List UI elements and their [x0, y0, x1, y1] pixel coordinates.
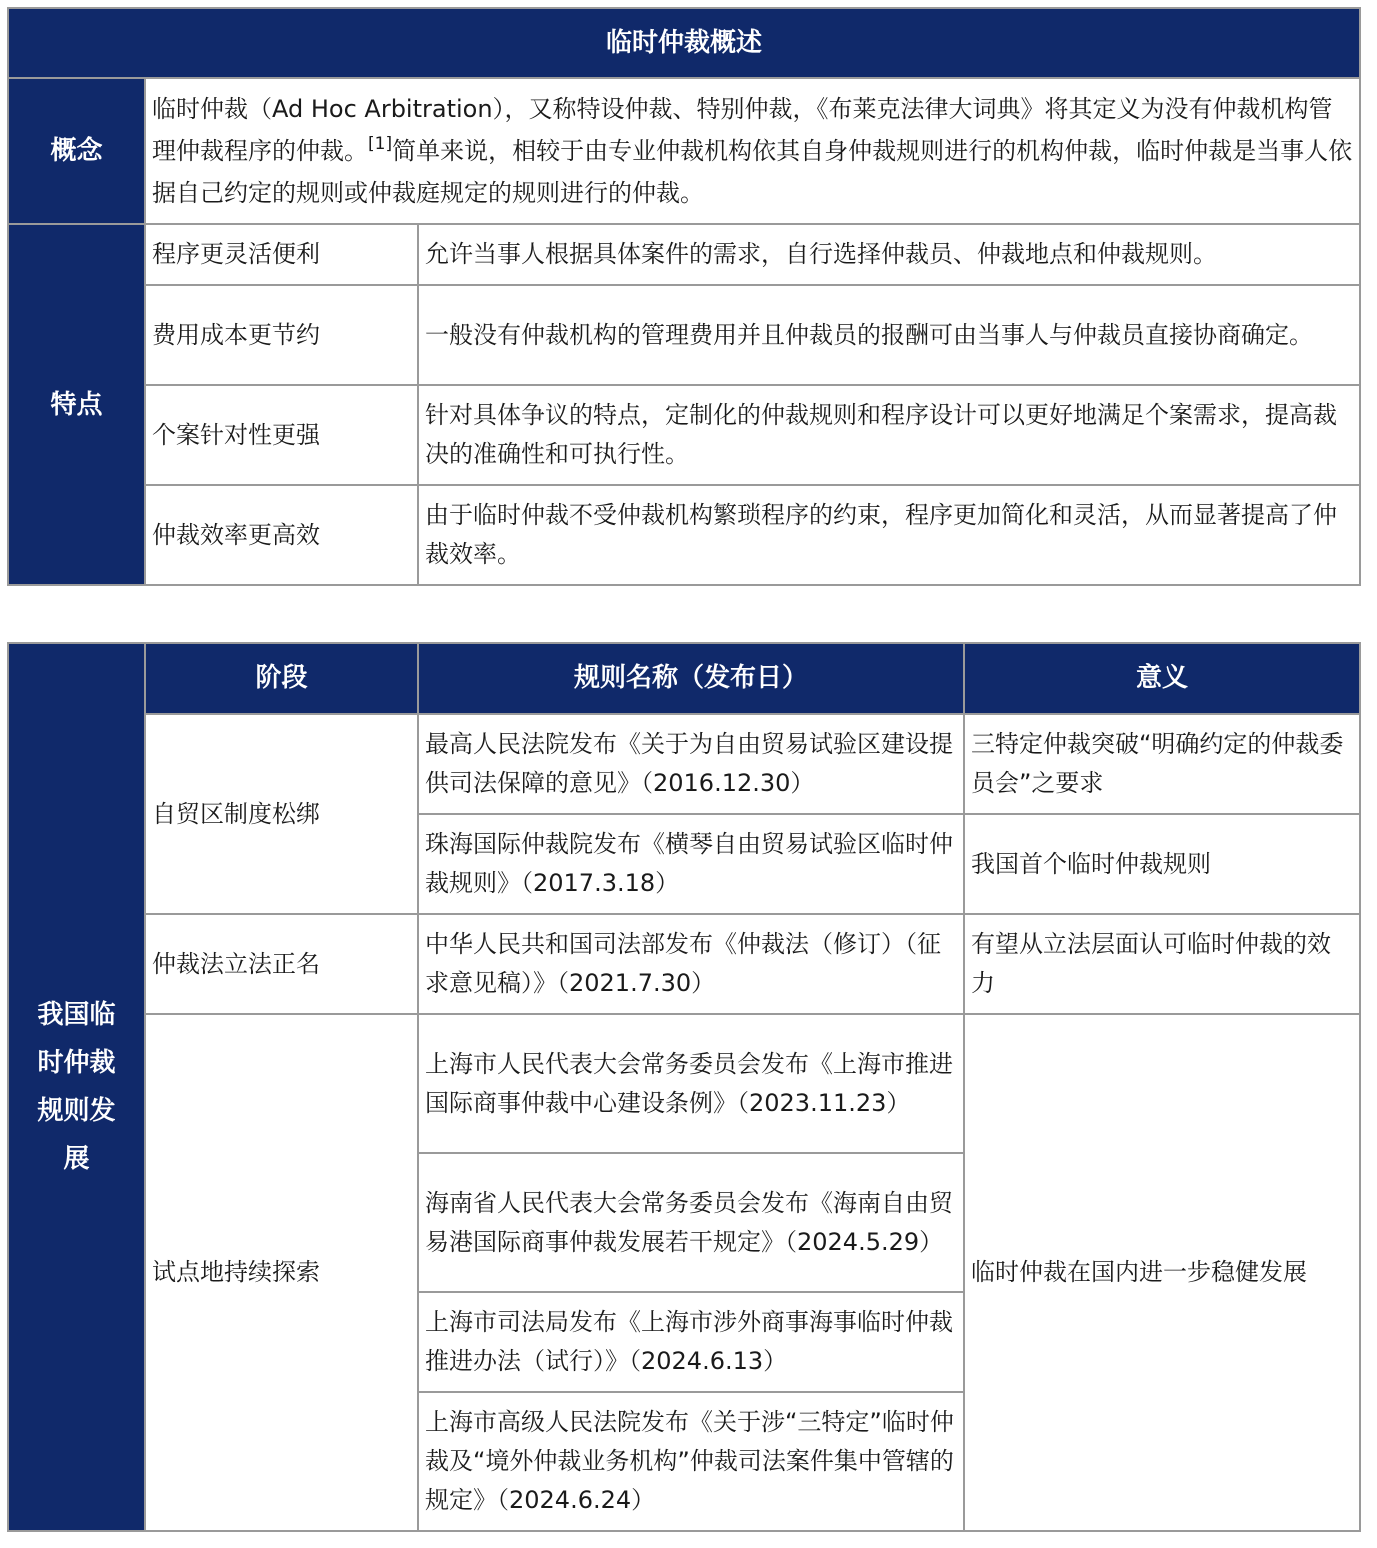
- development-table: [7, 642, 1361, 1532]
- footnote-ref[interactable]: [1]: [368, 134, 393, 154]
- stage-header: 阶段: [145, 643, 418, 714]
- rule-text: 上海市司法局发布《上海市涉外商事海事临时仲裁推进办法（试行）》（2024.6.13）: [418, 1292, 964, 1392]
- rule-text: 珠海国际仲裁院发布《横琴自由贸易试验区临时仲裁规则》（2017.3.18）: [418, 814, 964, 914]
- stage-name: 试点地持续探索: [145, 1014, 418, 1531]
- rule-text: 上海市人民代表大会常务委员会发布《上海市推进国际商事仲裁中心建设条例》（2023.11.23）: [418, 1014, 964, 1153]
- features-label: 特点: [8, 224, 145, 585]
- development-label: 我国临时仲裁规则发展: [8, 643, 145, 1531]
- concept-text: [145, 78, 1360, 224]
- feature-name: 个案针对性更强: [145, 385, 418, 485]
- concept-text-part1: 临时仲裁（Ad Hoc Arbitration），又称特设仲裁、特别仲裁，《布莱克法律大词典》将其定义为没有仲裁机构管理仲裁程序的仲裁。: [152, 95, 1333, 165]
- stage-name: 仲裁法立法正名: [145, 914, 418, 1014]
- meaning-header: 意义: [964, 643, 1360, 714]
- rule-text: 最高人民法院发布《关于为自由贸易试验区建设提供司法保障的意见》（2016.12.30）: [418, 714, 964, 814]
- overview-title: 临时仲裁概述: [8, 8, 1360, 78]
- feature-name: 费用成本更节约: [145, 285, 418, 385]
- feature-desc: 由于临时仲裁不受仲裁机构繁琐程序的约束，程序更加简化和灵活，从而显著提高了仲裁效率。: [418, 485, 1360, 585]
- rule-text: 海南省人民代表大会常务委员会发布《海南自由贸易港国际商事仲裁发展若干规定》（2024.5.29）: [418, 1153, 964, 1292]
- overview-table: [7, 7, 1361, 586]
- rule-text: 上海市高级人民法院发布《关于涉“三特定”临时仲裁及“境外仲裁业务机构”仲裁司法案件集中管辖的规定》（2024.6.24）: [418, 1392, 964, 1531]
- feature-name: 程序更灵活便利: [145, 224, 418, 285]
- stage-name: 自贸区制度松绑: [145, 714, 418, 914]
- feature-name: 仲裁效率更高效: [145, 485, 418, 585]
- rule-meaning: 临时仲裁在国内进一步稳健发展: [964, 1014, 1360, 1531]
- concept-text-part2: 简单来说，相较于由专业仲裁机构依其自身仲裁规则进行的机构仲裁，临时仲裁是当事人依据自己约定的规则或仲裁庭规定的规则进行的仲裁。: [152, 137, 1353, 207]
- concept-label: 概念: [8, 78, 145, 224]
- feature-desc: 针对具体争议的特点，定制化的仲裁规则和程序设计可以更好地满足个案需求，提高裁决的准确性和可执行性。: [418, 385, 1360, 485]
- rule-text: 中华人民共和国司法部发布《仲裁法（修订）（征求意见稿）》（2021.7.30）: [418, 914, 964, 1014]
- rule-header: 规则名称（发布日）: [418, 643, 964, 714]
- rule-meaning: 有望从立法层面认可临时仲裁的效力: [964, 914, 1360, 1014]
- feature-desc: 允许当事人根据具体案件的需求，自行选择仲裁员、仲裁地点和仲裁规则。: [418, 224, 1360, 285]
- rule-meaning: 三特定仲裁突破“明确约定的仲裁委员会”之要求: [964, 714, 1360, 814]
- rule-meaning: 我国首个临时仲裁规则: [964, 814, 1360, 914]
- feature-desc: 一般没有仲裁机构的管理费用并且仲裁员的报酬可由当事人与仲裁员直接协商确定。: [418, 285, 1360, 385]
